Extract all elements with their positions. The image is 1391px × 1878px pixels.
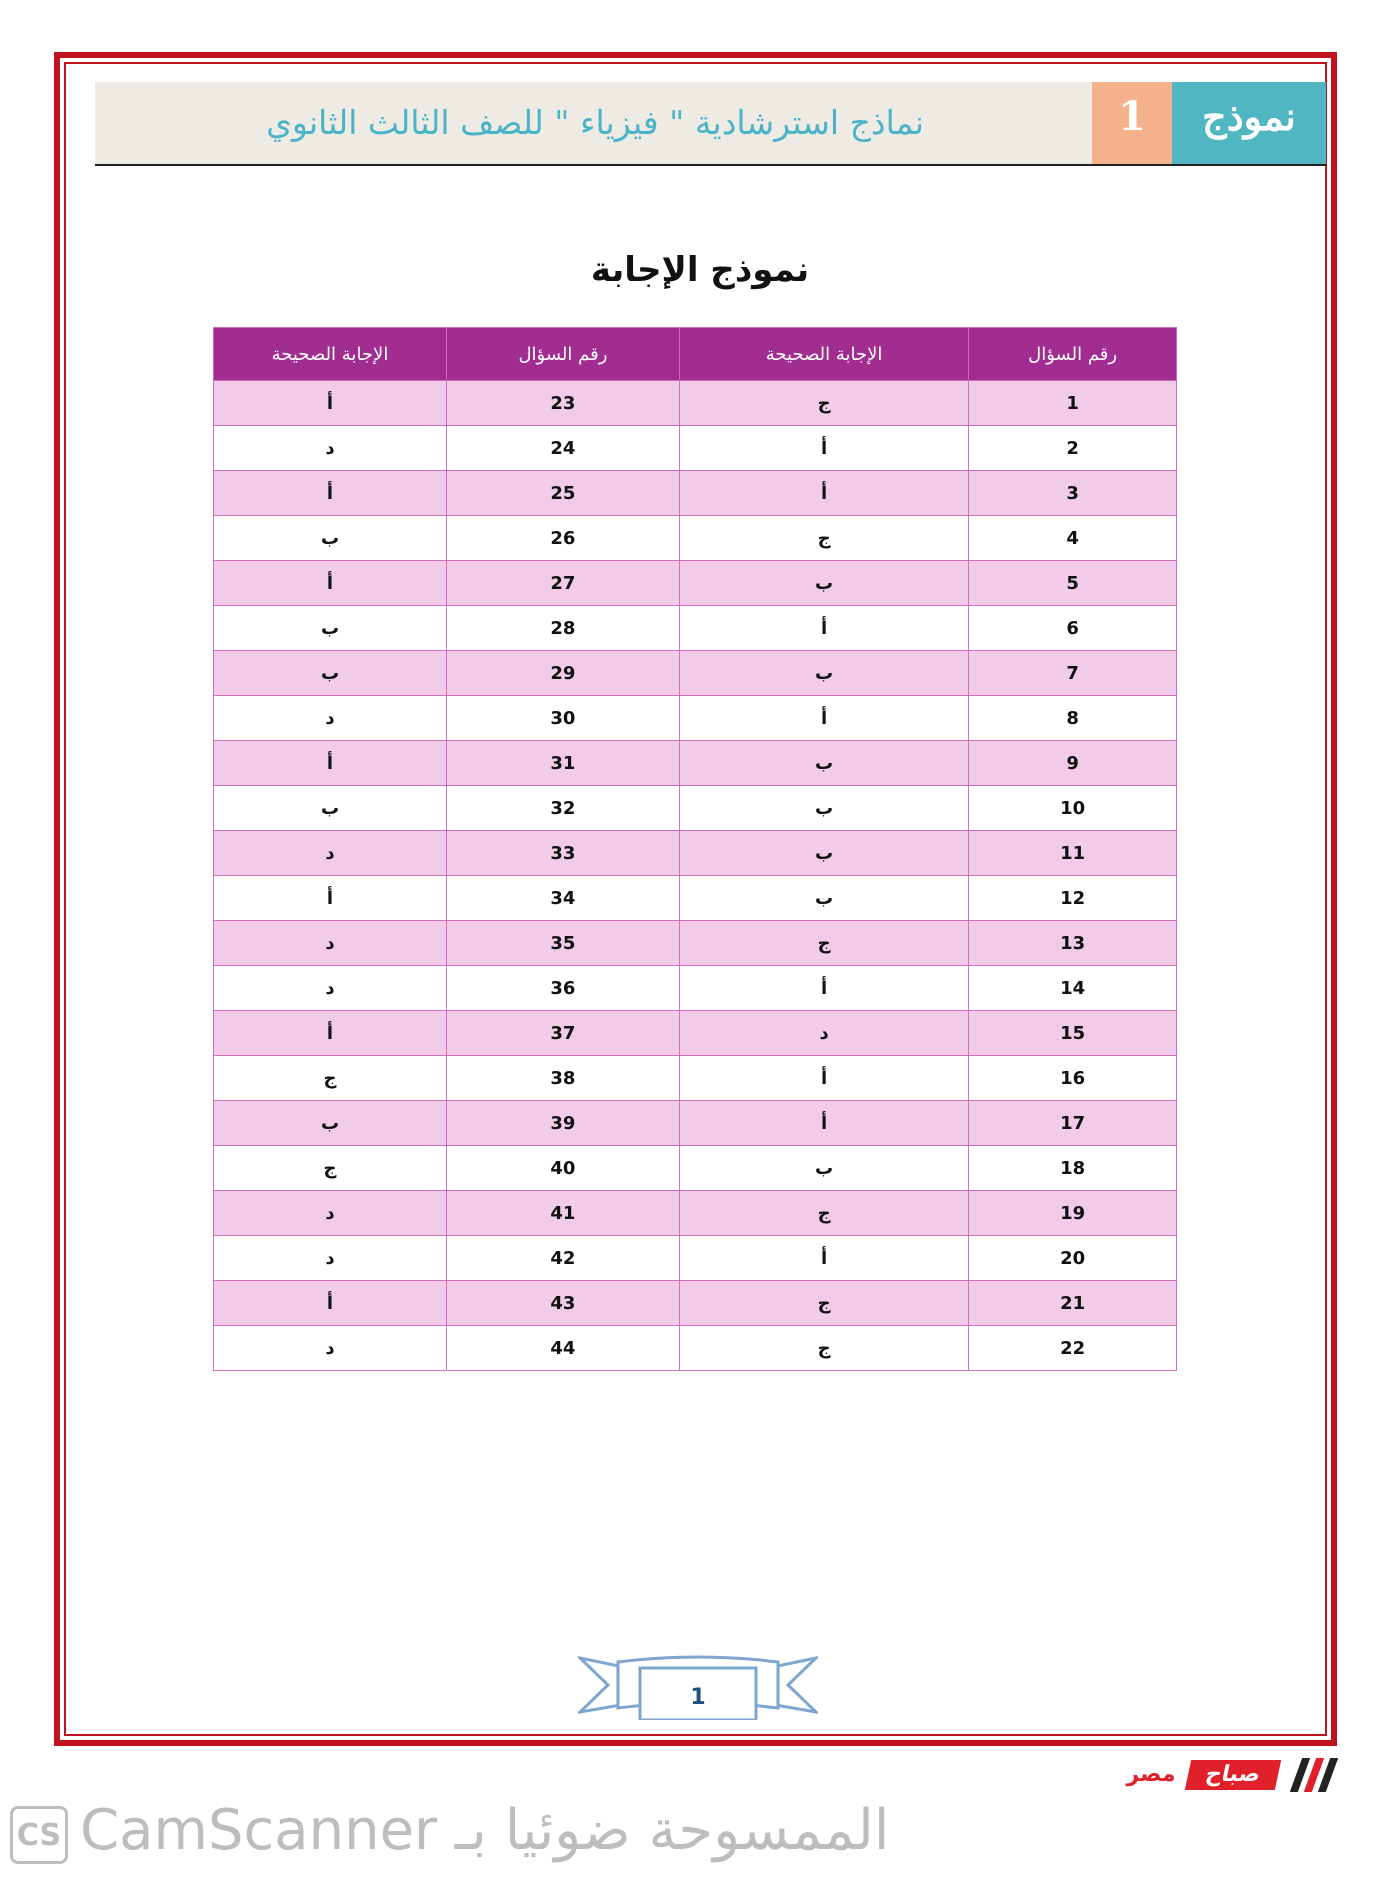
cell-question-number: 23 — [446, 381, 679, 426]
cell-question-number: 22 — [969, 1326, 1177, 1371]
cell-question-number: 10 — [969, 786, 1177, 831]
table-row — [214, 1146, 1177, 1191]
cell-question-number: 37 — [446, 1011, 679, 1056]
cell-question-number: 15 — [969, 1011, 1177, 1056]
publisher-logo — [1118, 1756, 1340, 1796]
cell-question-number: 38 — [446, 1056, 679, 1101]
cell-correct-answer: أ — [214, 471, 447, 516]
cell-question-number: 20 — [969, 1236, 1177, 1281]
cell-correct-answer: أ — [679, 966, 968, 1011]
cell-question-number: 6 — [969, 606, 1177, 651]
cell-correct-answer: د — [214, 1191, 447, 1236]
cell-correct-answer: أ — [214, 1011, 447, 1056]
cell-correct-answer: ب — [679, 651, 968, 696]
cell-correct-answer: ج — [679, 1191, 968, 1236]
cell-correct-answer: د — [214, 696, 447, 741]
header-model-tag: نموذج — [1172, 82, 1326, 164]
cell-correct-answer: أ — [679, 471, 968, 516]
cell-question-number: 9 — [969, 741, 1177, 786]
cell-correct-answer: د — [214, 921, 447, 966]
cell-question-number: 24 — [446, 426, 679, 471]
cell-correct-answer: د — [214, 426, 447, 471]
cell-correct-answer: ب — [679, 741, 968, 786]
column-header-question-number: رقم السؤال — [446, 328, 679, 381]
logo-subtitle: مصر — [1126, 1762, 1176, 1787]
cell-question-number: 44 — [446, 1326, 679, 1371]
cell-correct-answer: ب — [214, 516, 447, 561]
cell-question-number: 2 — [969, 426, 1177, 471]
cell-correct-answer: أ — [679, 1236, 968, 1281]
cell-correct-answer: أ — [679, 1056, 968, 1101]
table-row — [214, 606, 1177, 651]
cell-question-number: 16 — [969, 1056, 1177, 1101]
cell-correct-answer: ج — [679, 1326, 968, 1371]
camscanner-badge-icon: CS — [10, 1806, 68, 1864]
cell-question-number: 18 — [969, 1146, 1177, 1191]
cell-question-number: 42 — [446, 1236, 679, 1281]
cell-question-number: 5 — [969, 561, 1177, 606]
table-row — [214, 1236, 1177, 1281]
column-header-question-number: رقم السؤال — [969, 328, 1177, 381]
cell-correct-answer: د — [214, 831, 447, 876]
cell-question-number: 26 — [446, 516, 679, 561]
cell-correct-answer: ج — [214, 1056, 447, 1101]
table-row — [214, 1326, 1177, 1371]
table-row — [214, 516, 1177, 561]
table-row — [214, 831, 1177, 876]
cell-correct-answer: أ — [679, 426, 968, 471]
cell-correct-answer: د — [214, 966, 447, 1011]
page-number: 1 — [690, 1685, 706, 1710]
cell-correct-answer: ب — [679, 831, 968, 876]
cell-correct-answer: أ — [214, 561, 447, 606]
column-header-correct-answer: الإجابة الصحيحة — [679, 328, 968, 381]
answer-key-table — [213, 327, 1177, 1371]
cell-question-number: 17 — [969, 1101, 1177, 1146]
header-divider — [95, 164, 1326, 166]
cell-correct-answer: ج — [679, 381, 968, 426]
cell-correct-answer: ب — [214, 786, 447, 831]
cell-correct-answer: د — [214, 1326, 447, 1371]
cell-question-number: 31 — [446, 741, 679, 786]
cell-correct-answer: أ — [679, 606, 968, 651]
cell-correct-answer: ب — [214, 606, 447, 651]
cell-question-number: 39 — [446, 1101, 679, 1146]
table-header-row — [214, 328, 1177, 381]
cell-correct-answer: ج — [679, 516, 968, 561]
table-row — [214, 921, 1177, 966]
cell-question-number: 1 — [969, 381, 1177, 426]
table-row — [214, 471, 1177, 516]
cell-question-number: 11 — [969, 831, 1177, 876]
cell-correct-answer: ب — [679, 786, 968, 831]
table-row — [214, 876, 1177, 921]
cell-question-number: 30 — [446, 696, 679, 741]
page-title: نموذج الإجابة — [590, 250, 810, 290]
table-row — [214, 1191, 1177, 1236]
table-row — [214, 426, 1177, 471]
cell-question-number: 36 — [446, 966, 679, 1011]
cell-correct-answer: أ — [679, 696, 968, 741]
table-row — [214, 786, 1177, 831]
cell-correct-answer: ب — [214, 651, 447, 696]
cell-question-number: 27 — [446, 561, 679, 606]
cell-question-number: 33 — [446, 831, 679, 876]
cell-question-number: 14 — [969, 966, 1177, 1011]
cell-correct-answer: ب — [679, 561, 968, 606]
table-row — [214, 1101, 1177, 1146]
cell-question-number: 40 — [446, 1146, 679, 1191]
header-model-number: 1 — [1092, 82, 1172, 164]
cell-question-number: 28 — [446, 606, 679, 651]
table-row — [214, 381, 1177, 426]
cell-question-number: 29 — [446, 651, 679, 696]
cell-question-number: 7 — [969, 651, 1177, 696]
cell-correct-answer: أ — [214, 876, 447, 921]
column-header-correct-answer: الإجابة الصحيحة — [214, 328, 447, 381]
cell-correct-answer: د — [679, 1011, 968, 1056]
scanner-watermark: الممسوحة ضوئيا بـ CamScanner — [80, 1798, 890, 1863]
cell-question-number: 12 — [969, 876, 1177, 921]
cell-correct-answer: د — [214, 1236, 447, 1281]
cell-correct-answer: ج — [679, 1281, 968, 1326]
cell-correct-answer: ج — [214, 1146, 447, 1191]
cell-question-number: 21 — [969, 1281, 1177, 1326]
cell-question-number: 41 — [446, 1191, 679, 1236]
cell-question-number: 4 — [969, 516, 1177, 561]
cell-correct-answer: ب — [679, 876, 968, 921]
table-row — [214, 561, 1177, 606]
cell-correct-answer: أ — [214, 1281, 447, 1326]
table-row — [214, 1056, 1177, 1101]
header-title: نماذج استرشادية " فيزياء " للصف الثالث الثانوي — [266, 103, 924, 142]
table-row — [214, 741, 1177, 786]
table-row — [214, 966, 1177, 1011]
table-row — [214, 1281, 1177, 1326]
cell-correct-answer: أ — [214, 381, 447, 426]
cell-question-number: 19 — [969, 1191, 1177, 1236]
cell-question-number: 25 — [446, 471, 679, 516]
page-number-ribbon — [578, 1648, 818, 1720]
cell-correct-answer: أ — [214, 741, 447, 786]
table-row — [214, 696, 1177, 741]
cell-question-number: 32 — [446, 786, 679, 831]
cell-question-number: 34 — [446, 876, 679, 921]
cell-question-number: 43 — [446, 1281, 679, 1326]
cell-question-number: 13 — [969, 921, 1177, 966]
cell-question-number: 3 — [969, 471, 1177, 516]
table-row — [214, 1011, 1177, 1056]
cell-correct-answer: ب — [214, 1101, 447, 1146]
table-row — [214, 651, 1177, 696]
cell-question-number: 35 — [446, 921, 679, 966]
logo-wordmark: صباح — [1185, 1760, 1281, 1790]
cell-correct-answer: أ — [679, 1101, 968, 1146]
cell-question-number: 8 — [969, 696, 1177, 741]
cell-correct-answer: ب — [679, 1146, 968, 1191]
cell-correct-answer: ج — [679, 921, 968, 966]
